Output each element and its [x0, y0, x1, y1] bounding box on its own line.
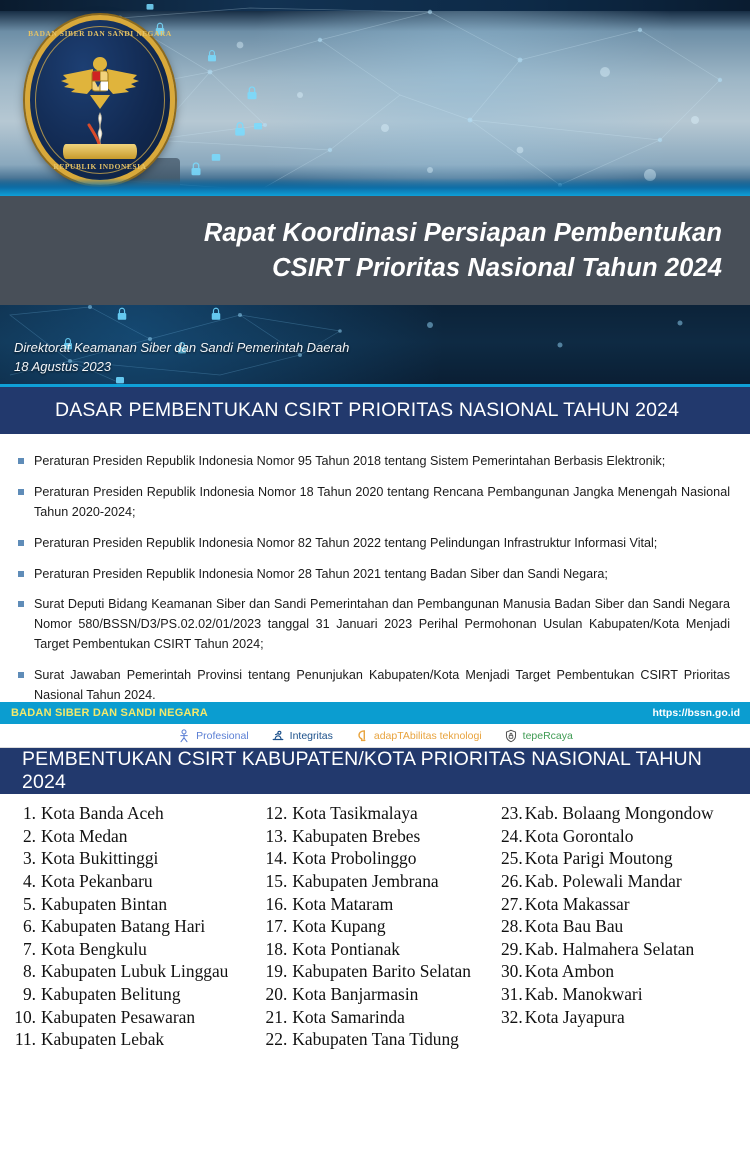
- list-item-number: 7.: [22, 938, 36, 959]
- square-bullet-icon: [18, 534, 34, 554]
- list-item-number: 20.: [265, 984, 288, 1004]
- list-item: [495, 983, 744, 1006]
- list-item-label: Kabupaten Bintan: [41, 893, 168, 914]
- city-column-3: [495, 802, 744, 1051]
- list-item-number: 8.: [22, 961, 36, 982]
- list-item-label: Kabupaten Batang Hari: [41, 916, 206, 937]
- garuda-icon: [57, 53, 143, 109]
- square-bullet-icon: [18, 483, 34, 523]
- value-label: adapTAbilitas teknologi: [373, 729, 482, 742]
- list-item-number: 14.: [265, 848, 288, 869]
- list-item-number: 1.: [22, 803, 36, 823]
- list-item-text: Peraturan Presiden Republik Indonesia Nomor 95 Tahun 2018 tentang Sistem Pemerintahan Berbasis Elektronik;: [34, 454, 666, 468]
- list-item-text: Peraturan Presiden Republik Indonesia Nomor 18 Tahun 2020 tentang Rencana Pembangunan Jangka Menengah Nasional Tahun 2020-2024;: [34, 484, 730, 519]
- list-item: [257, 825, 494, 848]
- list-item-label: Kab. Bolaang Mongondow: [524, 803, 714, 823]
- list-item-number: 19.: [265, 961, 288, 982]
- list-item-number: 30.: [500, 961, 523, 982]
- list-item: [18, 666, 730, 706]
- list-item: [18, 452, 730, 472]
- value-integritas: [271, 729, 333, 743]
- dasar-bullet-list: [0, 434, 750, 702]
- list-item-label: Kota Gorontalo: [524, 825, 634, 846]
- list-item-number: 4.: [22, 870, 36, 891]
- list-item-label: Kabupaten Barito Selatan: [292, 961, 471, 982]
- subtitle-band: [0, 305, 750, 387]
- list-item: [495, 893, 744, 916]
- list-item: [8, 915, 257, 938]
- page-title-line2: CSIRT Prioritas Nasional Tahun 2024: [272, 253, 722, 282]
- list-item-label: Kabupaten Lubuk Linggau: [41, 961, 229, 982]
- list-item-number: 12.: [265, 803, 288, 823]
- list-item: [257, 983, 494, 1006]
- list-item: [8, 938, 257, 961]
- list-item: [495, 1006, 744, 1029]
- list-item-number: 29.: [500, 938, 523, 959]
- list-item-number: 15.: [265, 870, 288, 891]
- list-item-number: 28.: [500, 916, 523, 937]
- list-item-number: 10.: [14, 1006, 36, 1027]
- list-item-label: Kota Bau Bau: [524, 916, 624, 937]
- list-item-number: 11.: [14, 1029, 36, 1050]
- list-item-number: 9.: [22, 984, 36, 1004]
- square-bullet-icon: [18, 595, 34, 655]
- logo-ribbon: [63, 144, 137, 159]
- list-item: [8, 1028, 257, 1051]
- subtitle-text: [14, 339, 349, 377]
- list-item: [8, 960, 257, 983]
- bssn-org-name: BADAN SIBER DAN SANDI NEGARA: [11, 707, 208, 719]
- list-item: [257, 915, 494, 938]
- list-item-label: Kota Ambon: [524, 961, 615, 982]
- list-item-label: Kabupaten Lebak: [41, 1029, 165, 1050]
- list-item-number: 31.: [500, 984, 523, 1004]
- square-bullet-icon: [18, 666, 34, 706]
- list-item-number: 18.: [265, 938, 288, 959]
- list-item-number: 6.: [22, 916, 36, 937]
- list-item-text: Surat Deputi Bidang Keamanan Siber dan Sandi Pemerintahan dan Pembangunan Manusia Badan Siber dan Sandi Negara Nomor 580/BSSN/D3/PS.02.02/01/2023 tanggal 31 Januari 2023 Perihal Permohonan Usulan Kabupaten/Kota Menjadi Target Pembentukan CSIRT Tahun 2024;: [34, 597, 730, 652]
- list-item-label: Kabupaten Belitung: [41, 984, 181, 1004]
- list-item-number: 25.: [500, 848, 523, 869]
- list-item-label: Kota Probolinggo: [292, 848, 417, 869]
- list-item-label: Kab. Polewali Mandar: [524, 870, 682, 891]
- list-item: [495, 938, 744, 961]
- list-item-number: 16.: [265, 893, 288, 914]
- lightbulb-icon: [355, 729, 369, 743]
- handshake-icon: [271, 729, 285, 743]
- logo-bottom-text: REPUBLIK INDONESIA: [53, 162, 147, 171]
- list-item-number: 13.: [265, 825, 288, 846]
- list-item: [8, 802, 257, 825]
- presentation-title-band: [0, 196, 750, 305]
- list-item-label: Kota Kupang: [292, 916, 386, 937]
- list-item: [18, 534, 730, 554]
- list-item: [495, 870, 744, 893]
- list-item-label: Kota Bukittinggi: [41, 848, 159, 869]
- list-item: [257, 847, 494, 870]
- list-item: [8, 893, 257, 916]
- bssn-website-url[interactable]: https://bssn.go.id: [652, 707, 740, 719]
- list-item-label: Kota Makassar: [524, 893, 630, 914]
- list-item: [18, 595, 730, 655]
- list-item-label: Kabupaten Jembrana: [292, 870, 439, 891]
- section-header-dasar: [0, 387, 750, 434]
- list-item: [495, 960, 744, 983]
- list-item: [8, 870, 257, 893]
- list-item: [495, 847, 744, 870]
- banner-bottom-glow: [0, 178, 750, 196]
- list-item-label: Kabupaten Pesawaran: [41, 1006, 196, 1027]
- bssn-values-bar: [0, 724, 750, 748]
- list-item-text: Peraturan Presiden Republik Indonesia Nomor 28 Tahun 2021 tentang Badan Siber dan Sandi Negara;: [34, 566, 608, 581]
- list-item-label: Kab. Halmahera Selatan: [524, 938, 695, 959]
- shield-lock-icon: [504, 729, 518, 743]
- list-item: [495, 825, 744, 848]
- list-item-label: Kota Parigi Moutong: [524, 848, 673, 869]
- csirt-city-list: [0, 794, 750, 1051]
- subtitle-line1: Direktorat Keamanan Siber dan Sandi Pemerintah Daerah: [14, 340, 350, 356]
- list-item-label: Kota Pontianak: [292, 938, 401, 959]
- list-item-label: Kab. Manokwari: [524, 984, 643, 1004]
- list-item: [18, 483, 730, 523]
- list-item-label: Kota Banda Aceh: [41, 803, 164, 823]
- list-item: [8, 847, 257, 870]
- value-label: Profesional: [196, 729, 249, 742]
- value-tepercaya: [504, 729, 573, 743]
- city-column-2: [257, 802, 494, 1051]
- list-item-label: Kota Jayapura: [524, 1006, 625, 1027]
- value-label: Integritas: [289, 729, 333, 742]
- list-item-number: 23.: [500, 803, 523, 823]
- list-item-label: Kabupaten Tana Tidung: [292, 1029, 459, 1050]
- subtitle-line2: 18 Agustus 2023: [14, 359, 112, 375]
- list-item-number: 22.: [265, 1029, 288, 1050]
- hero-banner: [0, 0, 750, 196]
- list-item: [257, 938, 494, 961]
- value-adaptabilitas: [355, 729, 482, 743]
- square-bullet-icon: [18, 452, 34, 472]
- subtitle-accent-rule: [0, 384, 750, 387]
- page-title: [204, 216, 750, 284]
- list-item-label: Kota Medan: [41, 825, 128, 846]
- list-item: [495, 915, 744, 938]
- page-title-line1: Rapat Koordinasi Persiapan Pembentukan: [203, 219, 722, 248]
- list-item-number: 27.: [500, 893, 523, 914]
- city-column-1: [8, 802, 257, 1051]
- list-item-label: Kota Banjarmasin: [292, 984, 419, 1004]
- list-item-number: 3.: [22, 848, 36, 869]
- bssn-logo: [25, 15, 175, 185]
- list-item: [8, 1006, 257, 1029]
- list-item-label: Kabupaten Brebes: [292, 825, 421, 846]
- section2-title: PEMBENTUKAN CSIRT KABUPATEN/KOTA PRIORITAS NASIONAL TAHUN 2024: [22, 748, 702, 793]
- list-item-text: Peraturan Presiden Republik Indonesia Nomor 82 Tahun 2022 tentang Pelindungan Infrastruktur Informasi Vital;: [34, 535, 658, 550]
- list-item: [257, 870, 494, 893]
- list-item-number: 32.: [500, 1006, 523, 1027]
- list-item-label: Kota Samarinda: [292, 1006, 405, 1027]
- list-item-number: 17.: [265, 916, 288, 937]
- list-item-label: Kota Bengkulu: [41, 938, 147, 959]
- list-item-label: Kota Pekanbaru: [41, 870, 153, 891]
- list-item: [8, 983, 257, 1006]
- value-profesional: [177, 729, 249, 743]
- list-item: [257, 893, 494, 916]
- list-item-number: 2.: [22, 825, 36, 846]
- list-item: [257, 1028, 494, 1051]
- section-header-pembentukan: [0, 748, 750, 794]
- list-item-number: 26.: [500, 870, 523, 891]
- list-item-number: 5.: [22, 893, 36, 914]
- person-icon: [177, 729, 191, 743]
- list-item-label: Kota Mataram: [292, 893, 394, 914]
- list-item-number: 21.: [265, 1006, 288, 1027]
- list-item: [8, 825, 257, 848]
- logo-top-text: BADAN SIBER DAN SANDI NEGARA: [28, 29, 172, 38]
- list-item-label: Kota Tasikmalaya: [292, 803, 418, 823]
- list-item: [257, 802, 494, 825]
- list-item: [18, 565, 730, 585]
- list-item: [257, 960, 494, 983]
- list-item: [257, 1006, 494, 1029]
- value-label: tepeRcaya: [522, 729, 573, 742]
- section1-title: DASAR PEMBENTUKAN CSIRT PRIORITAS NASIONAL TAHUN 2024: [55, 399, 680, 421]
- list-item-number: 24.: [500, 825, 523, 846]
- square-bullet-icon: [18, 565, 34, 585]
- list-item-text: Surat Jawaban Pemerintah Provinsi tentang Penunjukan Kabupaten/Kota Menjadi Target Pembentukan CSIRT Prioritas Nasional Tahun 2024.: [34, 668, 730, 703]
- list-item: [495, 802, 744, 825]
